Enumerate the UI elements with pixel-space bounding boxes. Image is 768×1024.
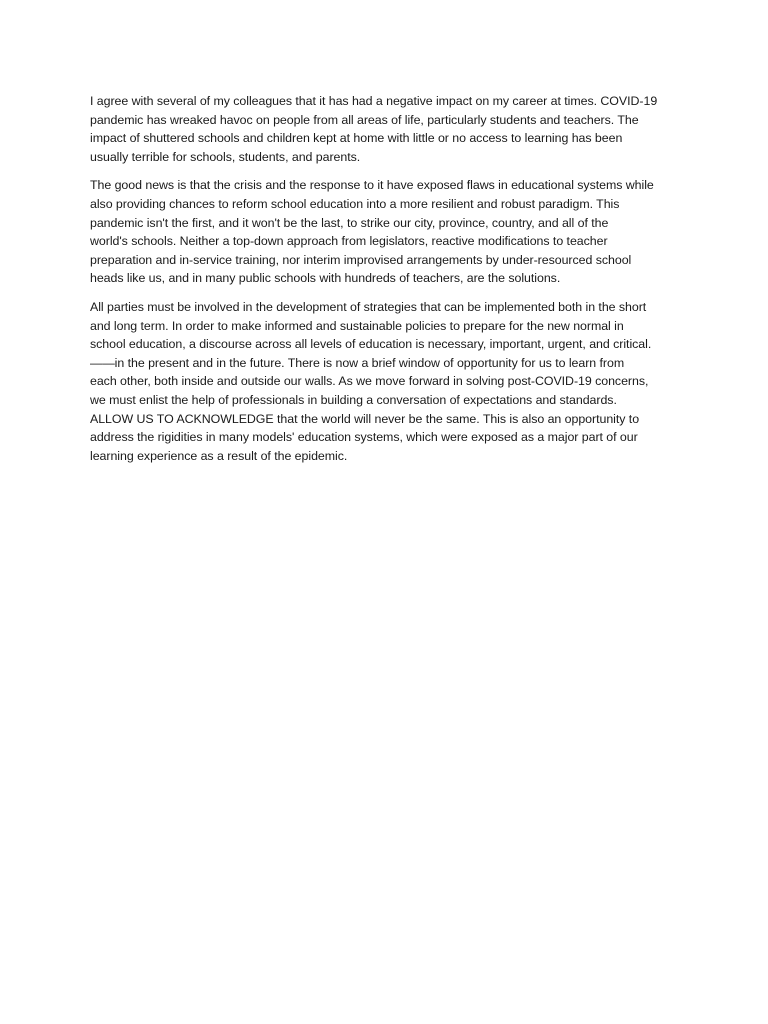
paragraph-3: All parties must be involved in the development of strategies that can be implemented both in the short and long term. In order to make informed and sustainable policies to prepare for the new normal in school education, a discourse across all levels of education is necessary, important, urgent, and critical. ——in the present and in the future. There is now a brief window of opportunity for us to learn from each other, both inside and outside our walls. As we move forward in solving post-COVID-19 concerns, we must enlist the help of professionals in building a conversation of expectations and standards. ALLOW US TO ACKNOWLEDGE that the world will never be the same. This is also an opportunity to address the rigidities in many models' education systems, which were exposed as a major part of our learning experience as a result of the epidemic. — [90, 299, 652, 463]
document-body — [90, 92, 680, 475]
paragraph-2: The good news is that the crisis and the response to it have exposed flaws in educational systems while also providing chances to reform school education into a more resilient and robust paradigm. This pandemic isn't the first, and it won't be the last, to strike our city, province, country, and all of the world's schools. Neither a top-down approach from legislators, reactive modifications to teacher preparation and in-service training, nor interim improvised arrangements by under-resourced school heads like us, and in many public schools with hundreds of teachers, are the solutions. — [90, 178, 654, 286]
paragraph-1: I agree with several of my colleagues that it has had a negative impact on my career at times. COVID-19 pandemic has wreaked havoc on people from all areas of life, particularly students and teachers. The impact of shuttered schools and children kept at home with little or no access to learning has been usually terrible for schools, students, and parents. — [90, 94, 658, 164]
